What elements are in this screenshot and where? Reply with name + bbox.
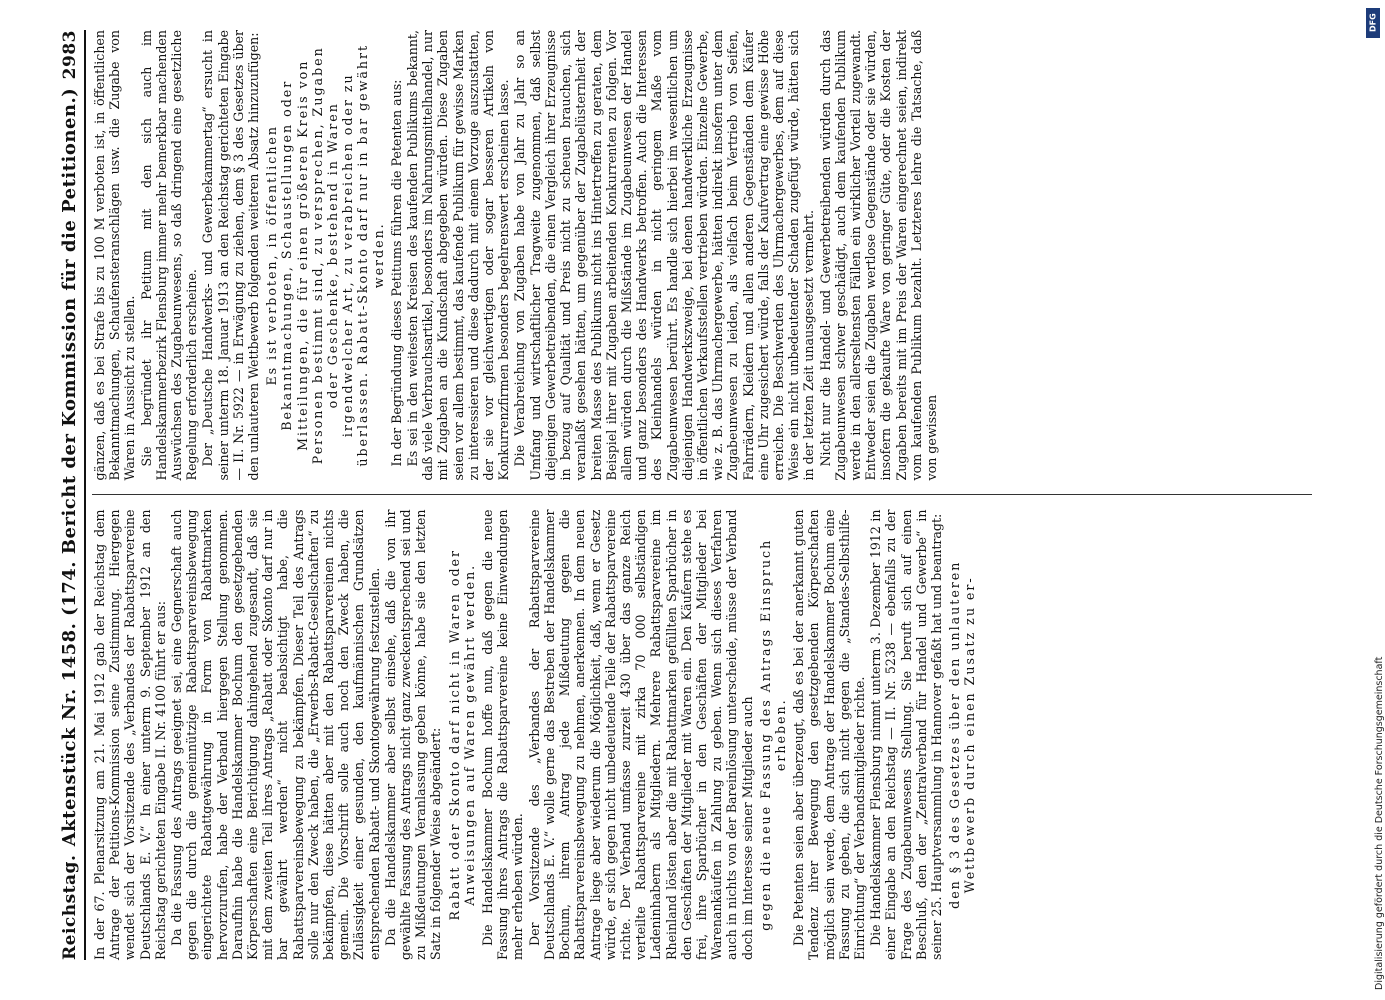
paragraph: Nicht nur die Handel- und Gewerbetreibenden würden durch das Zugabeunwesen schwer geschädigt, auch dem kaufenden Publikum werde in den allerseltensten Fällen ein wirklicher Vorteil zugewandt. Entweder seien die Zugaben wertlose Gegenstände oder sie würden, insofern die gekaufte Ware von geringer Güte, oder die Kosten der Zugaben bereits mit im Preis der Waren eingerechnet seien, indirekt vom kaufenden Publikum bezahlt. Letzteres lehre die Tatsache, daß von gewissen bbox=[817, 30, 939, 481]
quoted-proposal: gegen die neue Fassung des Antrags Einspruch erheben. bbox=[757, 538, 788, 931]
paragraph: Die Handelskammer Flensburg nimmt unterm 3. Dezember 1912 in einer Eingabe an den Reichstag — II. Nr. 5238 — ebenfalls zu der Frage des Zugabeunwesens Stellung. Sie beruft sich auf einen Beschluß, den der „Zentralverband für Handel und Gewerbe“ in seiner 25. Hauptversammlung in Hannover gefaßt hat und beantragt: bbox=[868, 509, 944, 960]
header-rule bbox=[84, 30, 86, 960]
paragraph: Da die Handelskammer aber selbst einsehe, daß die von ihr gewählte Fassung des Antrags nicht ganz zweckentsprechend sei und zu Mißdeutungen Veranlassung geben könne, habe sie den letzten Satz in folgender Weise abgeändert: bbox=[382, 509, 444, 960]
paragraph: Der Vorsitzende des „Verbandes der Rabattsparvereine Deutschlands E. V.“ wolle gerne das Bestreben der Handelskammer Bochum, ihrem Antrag jede Mißdeutung gegen die Rabattsparvereinsbewegung zu nehmen, anerkennen. In dem neuen Antrage liege aber wiederum die Möglichkeit, daß, wenn er Gesetz würde, er sich gegen nicht unbedeutende Teile der Rabattsparvereine richte. Der Verband umfasse zurzeit 430 über das ganze Reich verteilte Rabattsparvereine mit zirka 70 000 selbständigen Ladeninhabern als Mitgliedern. Mehrere Rabattsparvereine im Rheinland lösten aber die mit Rabattmarken gefüllten Sparbücher in den Geschäften der Mitglieder mit Waren ein. Den Käufern stehe es frei, ihre Sparbücher in den Geschäften der Mitglieder bei Warenankäufen in Zahlung zu geben. Wenn sich dieses Verfahren auch in nichts von der Bareinlösung unterscheide, müsse der Verband doch im Interesse seiner Mitglieder auch bbox=[526, 509, 755, 960]
column-divider bbox=[92, 495, 1312, 496]
quoted-proposal: Rabatt oder Skonto darf nicht in Waren oder Anweisungen auf Waren gewährt werden. bbox=[446, 548, 477, 921]
paragraph: Da die Fassung des Antrags geeignet sei, eine Gegnerschaft auch gegen die durch die gemeinnützige Rabattsparvereinsbewegung eingerichtete Rabattgewährung in Form von Rabattmarken hervorzurufen, habe der Verband hiergegen Stellung genommen. Daraufhin habe die Handelskammer Bochum den gesetzgebenden Körperschaften eine Berichtigung dahingehend zugesandt, daß sie mit dem zweiten Teil ihres Antrags „Rabatt oder Skonto darf nur in bar gewährt werden“ nicht beabsichtigt habe, die Rabattsparvereinsbewegung zu bekämpfen. Dieser Teil des Antrags solle nur den Zweck haben, die „Erwerbs-Rabatt-Gesellschaften“ zu bekämpfen, diese hätten aber mit den Rabattsparvereinen nichts gemein. Die Vorschrift solle auch noch den Zweck haben, die Zulässigkeit einer gesunden, den kaufmännischen Grundsätzen entsprechenden Rabatt- und Skontogewährung festzustellen. bbox=[169, 509, 382, 960]
header-left: Reichstag. bbox=[60, 854, 80, 960]
paragraph: Sie begründet ihr Petitum mit den sich auch im Handelskammerbezirk Flensburg immer mehr bemerkbar machenden Auswüchsen des Zugabeunwesens, so daß dringend eine gesetzliche Regelung erforderlich erscheine. bbox=[138, 30, 200, 481]
header-title: Aktenstück Nr. 1458. (174. Bericht der Kommission für die Petitionen.) bbox=[59, 87, 80, 847]
quoted-proposal: den § 3 des Gesetzes über den unlauteren Wettbewerb durch einen Zusatz zu er- bbox=[947, 560, 978, 909]
text-columns bbox=[92, 30, 1312, 960]
document-page bbox=[40, 30, 1330, 960]
dfg-logo: DFG bbox=[1366, 8, 1380, 38]
quoted-proposal: Es ist verboten, in öffentlichen Bekanntmachungen, Schaustellungen oder Mitteilungen, die für einen größeren Kreis von Personen bestimmt sind, zu versprechen, Zugaben oder Geschenke, bestehend in Waren irgendwelcher Art, zu verabreichen oder zu überlassen. Rabatt-Skonto darf nur in bar gewährt werden. bbox=[264, 43, 386, 467]
paragraph: Die Petenten seien aber überzeugt, daß es bei der anerkannt guten Tendenz ihrer Bewegung den gesetzgebenden Körperschaften möglich sein werde, dem Antrage der Handelskammer Bochum eine Fassung zu geben, die sich nicht gegen die „Standes-Selbsthilfe-Einrichtung“ der Verbandsmitglieder richte. bbox=[791, 509, 867, 960]
paragraph: In der Begründung dieses Petitums führen die Petenten aus: bbox=[388, 79, 404, 467]
paragraph: In der 67. Plenarsitzung am 21. Mai 1912 gab der Reichstag dem Antrage der Petitions-Kommission seine Zustimmung. Hiergegen wendet sich der Vorsitzende des „Verbandes der Rabattsparvereine Deutschlands E. V.“ In einer unterm 9. September 1912 an den Reichstag gerichteten Eingabe II. Nr. 4100 führt er aus: bbox=[92, 509, 168, 960]
column-left bbox=[92, 510, 1312, 961]
credit-text: Digitalisierung gefördert durch die Deutsche Forschungsgemeinschaft bbox=[1374, 656, 1385, 990]
paragraph: gänzen, daß es bei Strafe bis zu 100 M verboten ist, in öffentlichen Bekanntmachungen, Schaufensteranschlägen usw. die Zugabe von Waren in Aussicht zu stellen. bbox=[92, 30, 138, 481]
digitization-credit bbox=[1358, 0, 1385, 1000]
column-right bbox=[92, 30, 1312, 481]
paragraph: Der „Deutsche Handwerks- und Gewerbekammertag“ ersucht in seiner unterm 18. Januar 1913 an den Reichstag gerichteten Eingabe — II. Nr. 5922 — in Erwägung zu ziehen, dem § 3 des Gesetzes über den unlauteren Wettbewerb folgenden weiteren Absatz hinzuzufügen: bbox=[200, 30, 262, 481]
paragraph: Es sei in den weitesten Kreisen des kaufenden Publikums bekannt, daß viele Verbrauchsartikel, besonders im Nahrungsmittelhandel, nur mit Zugaben an die Kundschaft abgegeben würden. Diese Zugaben seien vor allem bestimmt, das kaufende Publikum für gewisse Marken zu interessieren und diese dadurch mit einem Vorzuge auszustatten, der sie vor gleichwertigen oder sogar besseren Artikeln von Konkurrenzfirmen besonders begehrenswert erscheinen lasse. bbox=[405, 30, 512, 481]
paragraph: Die Verabreichung von Zugaben habe von Jahr zu Jahr so an Umfang und wirtschaftlicher Tragweite zugenommen, daß selbst diejenigen Gewerbetreibenden, die einen Vergleich ihrer Erzeugnisse in bezug auf Qualität und Preis nicht zu scheuen brauchen, sich veranlaßt gesehen hätten, um gegenüber der Zugabelüsternheit der breiten Masse des Publikums nicht ins Hintertreffen zu geraten, dem Beispiel ihrer mit Zugaben arbeitenden Konkurrenten zu folgen. Vor allem würden durch die Mißstände im Zugabeunwesen der Handel und ganz besonders des Handwerks betroffen. Auch die Interessen des Kleinhandels würden in nicht geringem Maße vom Zugabeunwesen berührt. Es handle sich hierbei im wesentlichen um diejenigen Handwerkszweige, bei denen handwerkliche Erzeugnisse in öffentlichen Verkaufsstellen vertrieben würden. Einzelne Gewerbe, wie z. B. das Uhrmachergewerbe, hätten indirekt insofern unter dem Zugabeunwesen zu leiden, als vielfach beim Vertrieb von Seifen, Fahrrädern, Kleidern und allen anderen Gegenständen dem Käufer eine Uhr zugesichert würde, falls der Kaufvertrag eine gewisse Höhe erreiche. Die Beschwerden des Uhrmachergewerbes, dem auf diese Weise ein nicht unbedeutender Schaden zugefügt würde, hätten sich in der letzten Zeit unausgesetzt vermehrt. bbox=[512, 30, 817, 481]
page-number: 2983 bbox=[60, 30, 80, 80]
paragraph: Die Handelskammer Bochum hoffe nun, daß gegen die neue Fassung ihres Antrags die Rabattsparvereine keine Einwendungen mehr erheben würden. bbox=[480, 509, 526, 960]
page-header bbox=[40, 30, 80, 960]
